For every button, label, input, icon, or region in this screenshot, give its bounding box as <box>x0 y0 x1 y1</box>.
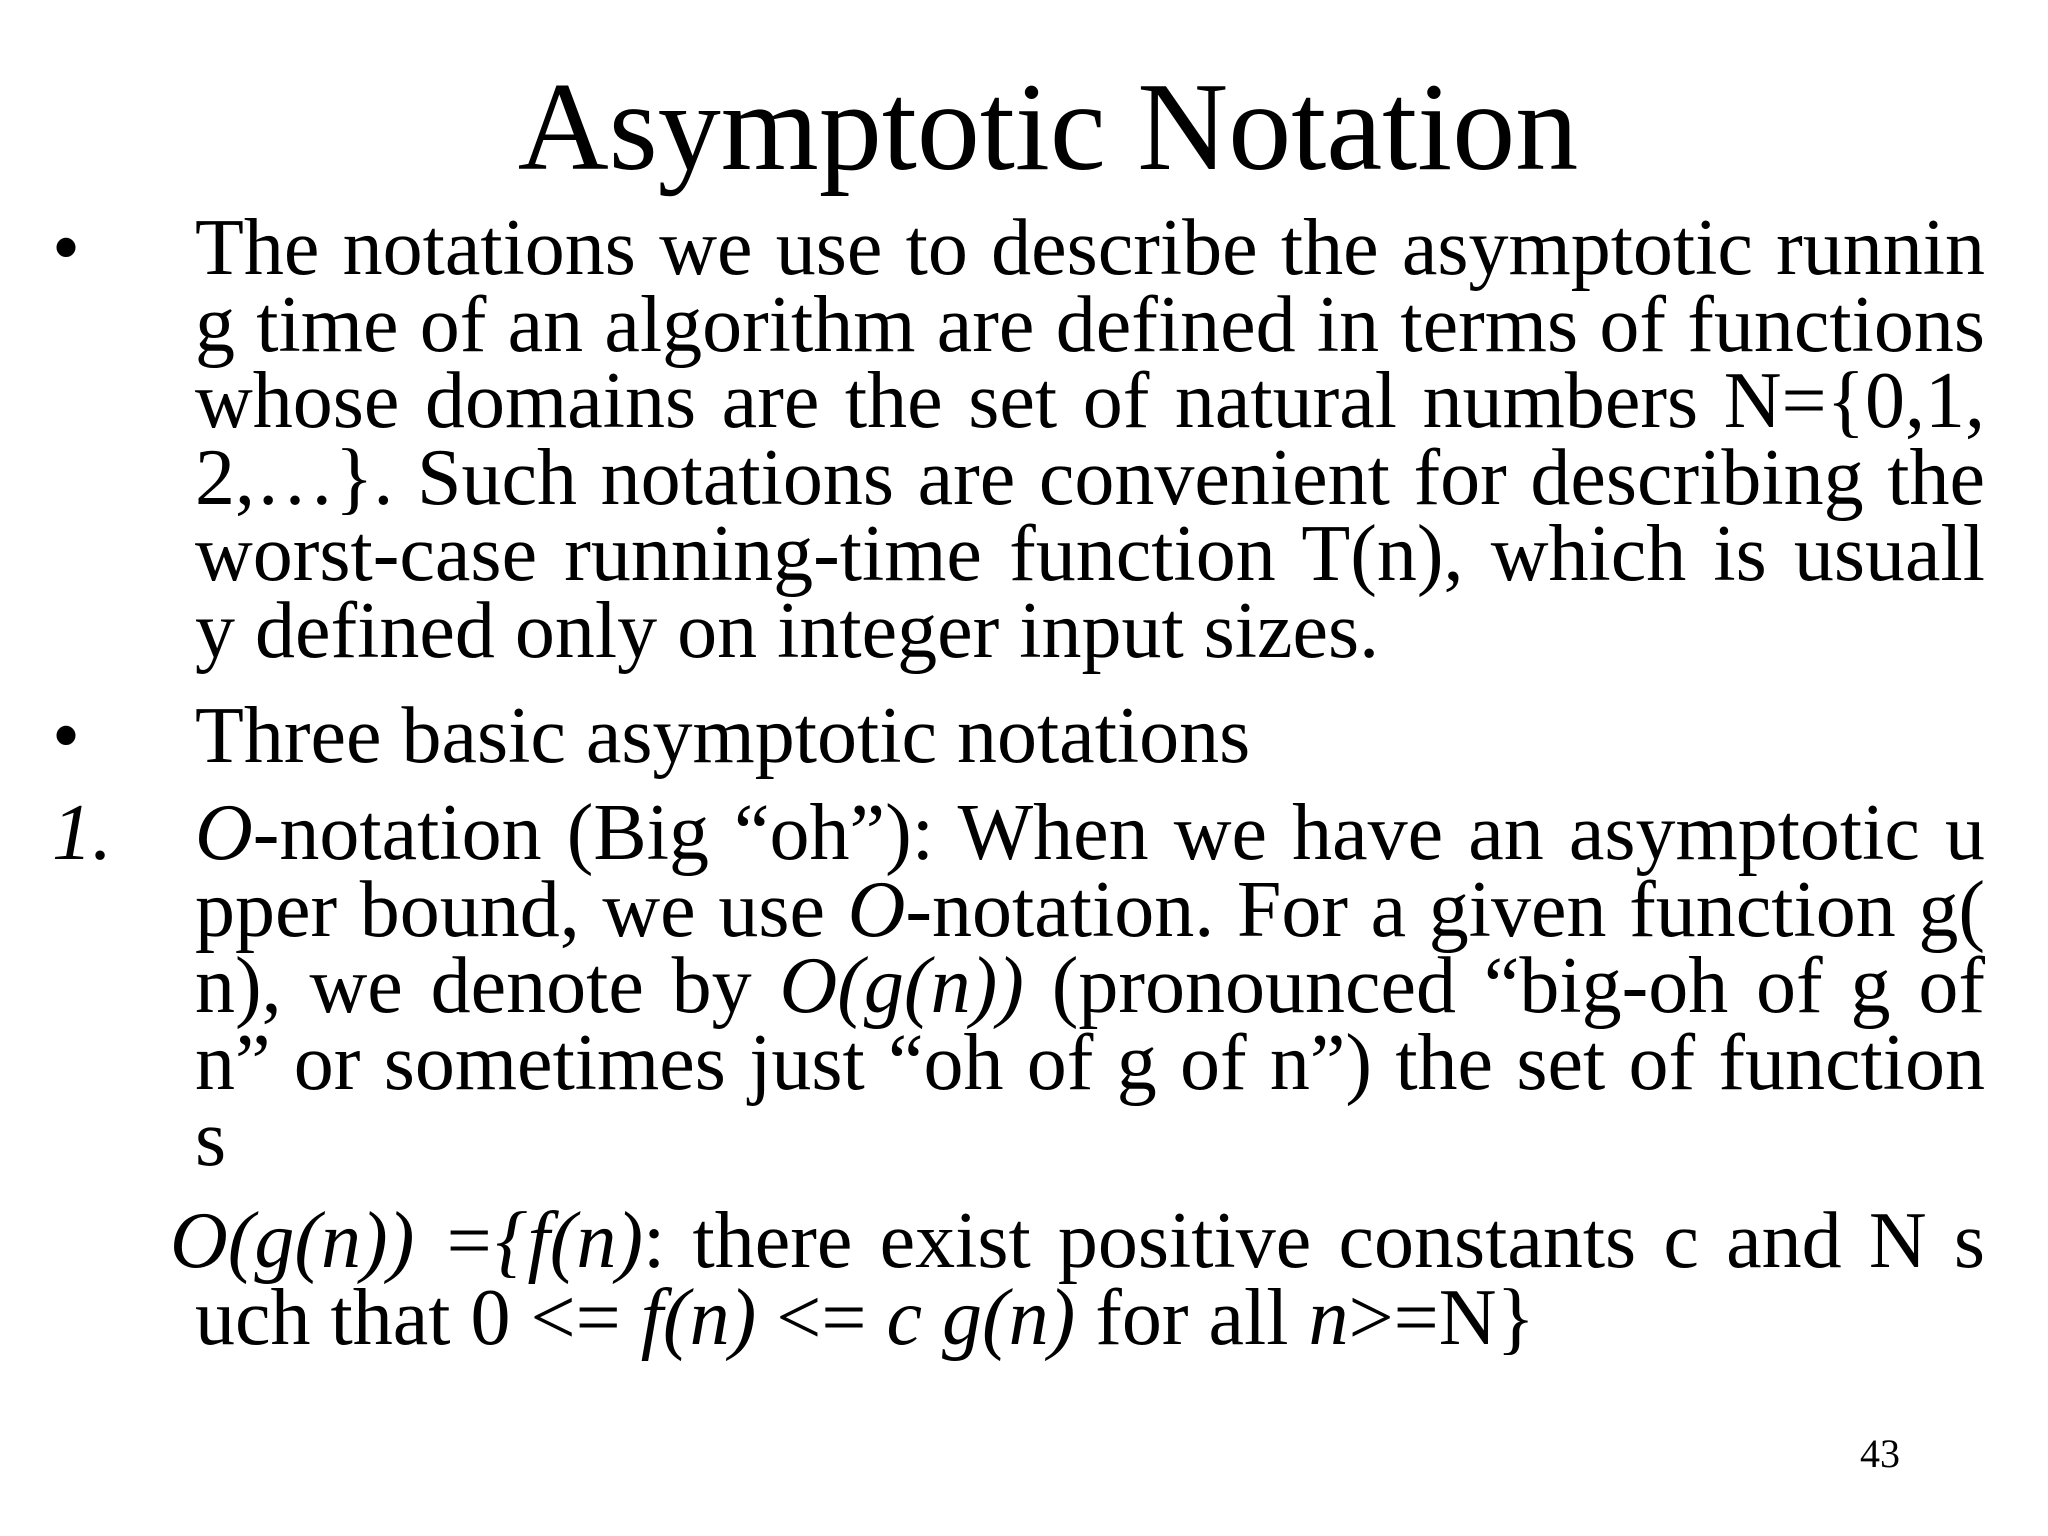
list-number: 1. <box>52 789 112 877</box>
paragraph-line: worst-case running-time function T(n), which is usuall <box>195 510 1985 598</box>
italic-ogn: O(g(n)) <box>779 942 1024 1030</box>
paragraph-line: Three basic asymptotic notations <box>195 692 1251 780</box>
paragraph-line <box>195 865 1985 954</box>
text-run: n), we denote by <box>195 942 780 1030</box>
italic-o: O <box>195 789 253 877</box>
bullet-marker: • <box>52 204 81 292</box>
paragraph-line <box>195 942 1985 1030</box>
numbered-item-1 <box>195 789 1985 1183</box>
slide-title: Asymptotic Notation <box>517 58 1579 197</box>
bullet-paragraph-2 <box>195 692 1985 780</box>
text-run: >=N} <box>1348 1273 1535 1362</box>
paragraph-line: whose domains are the set of natural numbers N={0,1, <box>195 357 1985 445</box>
paragraph-line <box>195 789 1985 877</box>
text-run: uch that 0 <= <box>195 1273 641 1362</box>
page-number: 43 <box>1860 1431 1900 1476</box>
big-o-definition <box>170 1197 1985 1362</box>
paragraph-line: g time of an algorithm are defined in terms of functions <box>195 280 1985 369</box>
definition-line <box>170 1273 1985 1362</box>
text-run: -notation. For a given function g( <box>905 865 1985 954</box>
italic-lhs: O(g(n)) ={f(n) <box>170 1197 644 1285</box>
text-run: (pronounced “big-oh of g of <box>1023 942 1985 1030</box>
bullet-marker: • <box>52 692 81 780</box>
definition-line <box>170 1197 1985 1285</box>
paragraph-line: The notations we use to describe the asymptotic runnin <box>195 204 1985 292</box>
italic-cgn: c g(n) <box>886 1273 1076 1362</box>
text-run: for all <box>1075 1273 1309 1362</box>
paragraph-line: n” or sometimes just “oh of g of n”) the set of function <box>195 1018 1985 1107</box>
text-run: : there exist positive constants c and N s <box>643 1197 1985 1285</box>
paragraph-line: y defined only on integer input sizes. <box>195 586 1380 675</box>
italic-o: O <box>847 865 906 954</box>
text-run: <= <box>756 1273 887 1362</box>
italic-fn: f(n) <box>640 1273 757 1362</box>
bullet-paragraph-1 <box>195 204 1985 675</box>
text-run: pper bound, we use <box>195 865 848 954</box>
italic-n: n <box>1308 1273 1349 1362</box>
text-run: -notation (Big “oh”): When we have an asymptotic u <box>252 789 1985 877</box>
paragraph-line: 2,…}. Such notations are convenient for describing the <box>195 433 1985 522</box>
paragraph-line: s <box>195 1095 227 1183</box>
